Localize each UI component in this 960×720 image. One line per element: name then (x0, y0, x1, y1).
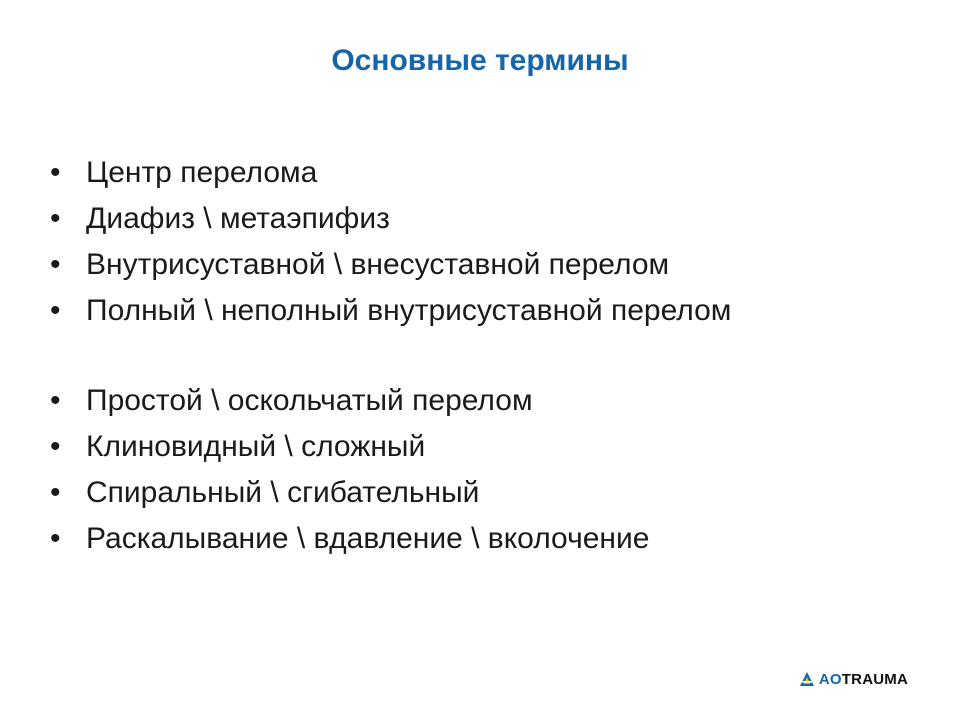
list-item (48, 424, 731, 470)
logo-text-trauma: TRAUMA (841, 670, 908, 688)
term-list (48, 150, 731, 562)
list-item (48, 196, 731, 242)
list-item (48, 150, 731, 196)
bullet-icon: • (50, 202, 61, 235)
list-item (48, 470, 731, 516)
list-item (48, 516, 731, 562)
bullet-icon: • (50, 384, 61, 417)
list-item-text: Диафиз \ метаэпифиз (86, 202, 390, 235)
list-item (48, 288, 731, 334)
list-item-text: Внутрисуставной \ внесуставной перелом (86, 248, 670, 281)
ao-trauma-logo-icon (799, 671, 815, 687)
bullet-icon: • (50, 522, 61, 555)
bullet-icon: • (50, 430, 61, 463)
bullet-icon: • (50, 156, 61, 189)
list-item-text: Полный \ неполный внутрисуставной перелом (86, 294, 732, 327)
list-item-text: Центр перелома (86, 156, 318, 189)
list-item (48, 242, 731, 288)
list-item-text: Клиновидный \ сложный (86, 430, 426, 463)
bullet-icon: • (50, 294, 61, 327)
ao-trauma-logo (799, 668, 908, 690)
bullet-icon: • (50, 248, 61, 281)
list-item-text: Простой \ оскольчатый перелом (86, 384, 533, 417)
slide-title: Основные термины (331, 44, 629, 77)
list-item-text: Спиральный \ сгибательный (86, 476, 480, 509)
list-item-text: Раскалывание \ вдавление \ вколочение (86, 522, 650, 555)
logo-text-ao: AO (818, 670, 842, 688)
bullet-icon: • (50, 476, 61, 509)
list-item (48, 378, 731, 424)
